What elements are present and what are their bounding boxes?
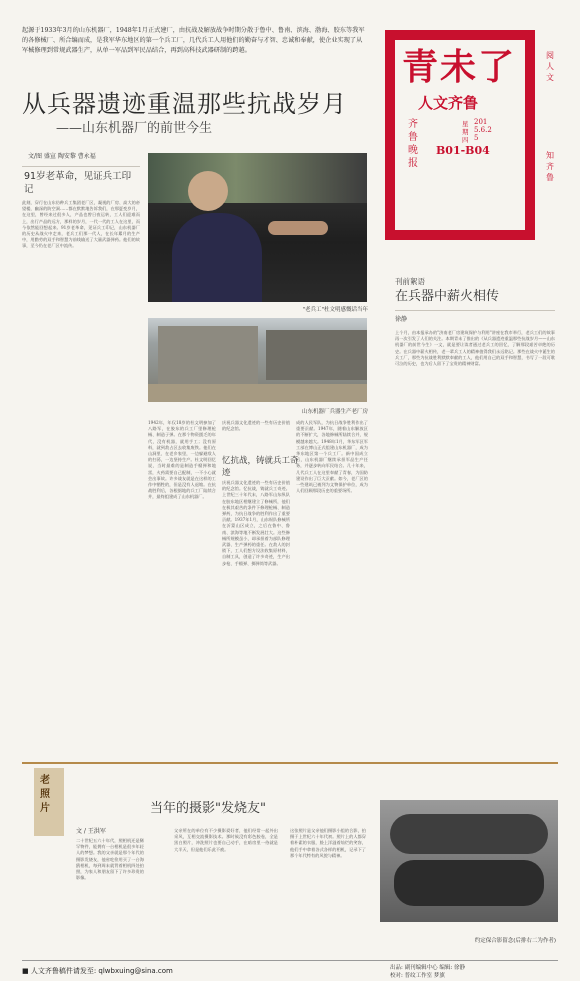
factory-ground	[148, 384, 367, 402]
section-1-rule	[22, 166, 140, 167]
masthead-weekday: 星期四	[462, 120, 469, 144]
group-row-back	[390, 814, 548, 854]
factory-building	[158, 326, 258, 386]
byline-bottom: 文 / 王洪军	[76, 828, 106, 835]
masthead-calligraphy: 齐鲁晚报	[408, 119, 418, 169]
veteran-body	[172, 213, 262, 302]
section-2-title: 忆抗战，铸就兵工奇迹	[222, 456, 299, 478]
bottom-column-2: 父亲所在的单位有不少摄影爱好者，他们经常一起外出采风，互相交流摄影技术。那时候没有彩色胶卷，全是黑白照片，冲洗照片也要自己动手，在暗房里一待就是大半天，但是他们乐此不疲。	[174, 828, 278, 852]
footer-credits-top: 出品: 副刊编辑中心 编辑: 徐静	[390, 965, 465, 971]
old-photo-badge-text: 老照片	[40, 775, 50, 814]
body-column-3: 庆祝兵器文化遗迹的一些有历史价值的纪念馆。忆抗战，铸就兵工奇迹。上世纪三十年代末，八路军山东纵队在胶东地区相继建立了修械所，他们在极其艰苦的条件下修理枪械、制造弹药，为抗日战争的胜利作出了重要贡献。1937年1月，山东纵队修械所在沂蒙山区成立，之后在鲁中、鲁南、滨海等地不断发展壮大。这些修械所规模虽小，却承担着为部队修理武器、生产弹药的重任。在敌人的封锁下，工人们想方设法收集原材料，自制工具，创造了许多奇迹，生产出步枪、手榴弹、掷弹筒等武器。	[222, 480, 290, 566]
body-column-2: 1942年，年仅18岁的杜文明参加了八路军，在胶东的兵工厂里修理枪械、制造子弹。在那个物资匮乏的年代，没有机器，就用手工；没有原料，就到敌占区去收集废铁。他们在山洞里、在老乡家里，一边躲避敌人的扫荡，一边坚持生产。杜文明回忆说，当时最难的是制造手榴弹和地雷，火药需要自己配制，一不小心就会出事故。许多战友就是在这样的工作中牺牲的，但是没有人退缩。在抗战胜利后，各根据地的兵工厂陆续合并，最终组建成了山东机器厂。	[148, 420, 216, 500]
photo-factory-caption: 山东机器厂兵器生产老厂房	[301, 409, 368, 415]
section-1-title: 91岁老革命，见证兵工印记	[24, 171, 132, 195]
veteran-hand	[268, 221, 328, 235]
bottom-column-1: 二十世纪五六十年代，照相机还是稀罕物件，能拥有一台相机是很多年轻人的梦想。我的父亲就是那个年代的摄影发烧友，他省吃俭用买了一台海鸥相机，每到周末就背着相机四处拍照，为家人和朋友留下了许多珍贵的影像。	[76, 838, 144, 881]
photo-group-caption: 约定保合影留念(后排右二为作者)	[474, 938, 556, 944]
photo-screen-glow	[148, 153, 367, 203]
side-text-bottom: 知齐鲁	[546, 151, 554, 182]
masthead-title: 青未了	[402, 46, 517, 88]
footer-rule	[22, 960, 558, 961]
photo-veteran-caption: "老兵工"杜文明感慨话当年	[302, 307, 368, 313]
bottom-column-3: 这张照片是父亲他们摄影小组的合影，拍摄于上世纪六十年代初。照片上的人都穿着朴素的衣服，脸上洋溢着灿烂的笑容，他们手中拿着各式各样的相机，记录下了那个年代特有的风貌与精神。	[290, 828, 366, 858]
body-column-3-top: 庆祝兵器文化遗迹的一些有历史价值的纪念馆。	[222, 420, 290, 432]
headline-subtitle: ——山东机器厂的前世今生	[56, 121, 213, 136]
footer-credits-bottom: 校对: 普纹工作室 梦旗	[390, 973, 445, 979]
veteran-figure	[188, 171, 228, 211]
column-tag: 刊前絮语	[395, 277, 425, 286]
bottom-section-top-rule	[22, 762, 558, 764]
photo-factory	[148, 318, 367, 402]
column-byline: 徐静	[395, 316, 408, 323]
body-column-5: 上个月，由本报承办的"济南老厂房建筑保护与利用"讲座在我市举行，老兵工们的故事再一次引发了人们的关注。本期青未了推出的《从兵器遗迹重温那些抗战岁月——山东机器厂的前世今生》一文，就是要让读者通过老兵工的回忆，了解那段艰苦卓绝的历史。在兵器中薪火相传，老一辈兵工人的精神值得我们永远铭记。那些在战火中诞生的兵工厂，那些为抗战胜利默默奉献的工人，他们用自己的双手和智慧，书写了一段可歌可泣的历史，也为后人留下了宝贵的精神财富。	[395, 330, 555, 367]
photo-veteran	[148, 153, 367, 302]
photo-group	[380, 800, 558, 922]
byline-main: 文/图 盛宣 陶安黎 曹永福	[28, 153, 96, 160]
column-rule	[395, 310, 555, 311]
intro-paragraph: 起源于1933年3月的山东机器厂，1948年1月正式建厂，由抗战及解放战争时期分散于鲁中、鲁南、滨海、渤海、胶东等我军的各修械厂、所合编而成，是我军华东地区的第一个兵工厂，几代兵工人用他们的勤奋与才智、忠诚和奉献，使企业实现了从军械修理到常规武器生产，从单一军品到军民品结合，再到高科技武器研制的跨越。	[22, 27, 365, 54]
headline-title: 从兵器遗迹重温那些抗战岁月	[22, 90, 347, 118]
footer-submission: ■ 人文齐鲁稿件请发至: qlwbxuing@sina.com	[22, 967, 173, 975]
side-text-top: 阅人文	[546, 51, 554, 82]
body-column-1: 此刻，穿行在山东仿种兵工集团老厂区，凝视的厂房、高大的帝望楼，幽深的防空洞……都在默默地告诉我们，在那夏变岁月，在这里，曾经来过很多人，产品也曾日夜运转，工人们迎难而上，出行产品的远方，那样的岁月，一代一代的工人在这里，而今依然能回想起来。91岁老革命，见证兵工印记，山东机器厂的历史从战火中走来，老兵工们那一代人，在长年累月的生产中，用勤劳的双手和智慧为前线输送了大量武器弹药。他们的故事，至今仍在老厂区中流传。	[22, 200, 140, 249]
group-row-front	[394, 860, 544, 906]
column-title: 在兵器中薪火相传	[395, 289, 500, 304]
masthead-edition: B01-B04	[436, 144, 490, 157]
body-column-4: 成的人民军队，为抗日战争胜利作出了重要贡献。1947年，随着山东解放区的不断扩大，各地修械所陆续合并，规模越来越大。1948年1月，华东军区军工部在博山正式组建山东机器厂，成为华东地区第一个兵工厂。新中国成立后，山东机器厂继续承担军品生产任务，并逐步转向军民结合。几十年来，几代兵工人在这里奉献了青春，为国防建设作出了巨大贡献。如今，老厂区的一些建筑已被列为文物保护单位，成为人们回顾那段历史的重要场所。	[296, 420, 368, 494]
masthead-date: 2015.6.25	[474, 118, 492, 142]
old-photo-title: 当年的摄影"发烧友"	[150, 801, 266, 816]
masthead-subtitle: 人文齐鲁	[418, 94, 479, 112]
factory-shed	[266, 330, 367, 380]
